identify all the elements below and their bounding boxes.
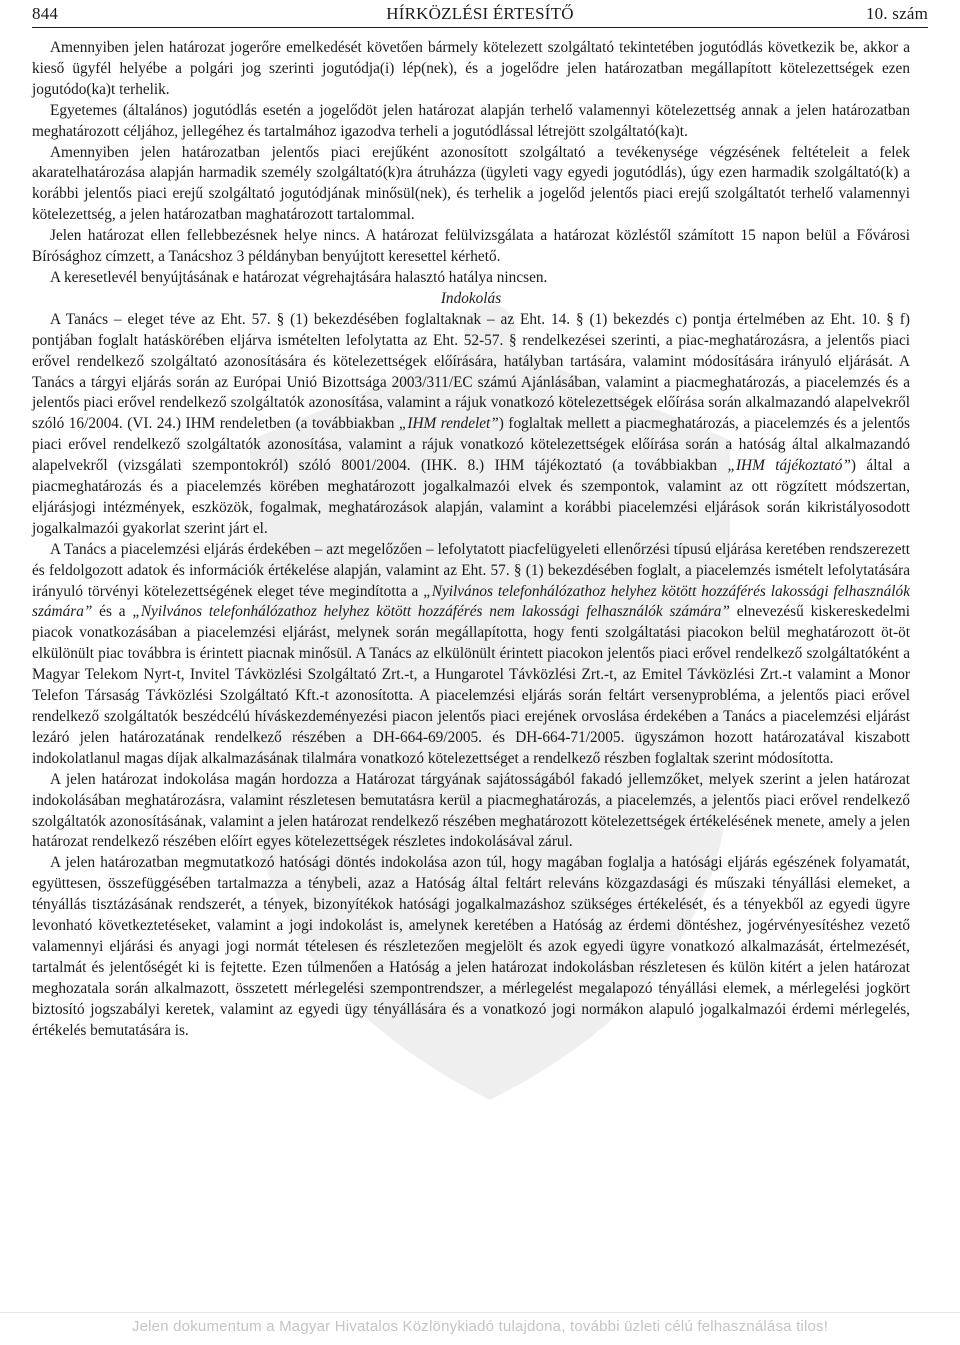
page-header: [32, 2, 928, 28]
footer-divider: [0, 1312, 960, 1313]
paragraph-decision-reasoning: A jelen határozatban megmutatkozó hatósági döntés indokolása azon túl, hogy magában foglalja a hatósági eljárás egészének folyamatát, együttesen, összefüggésében tartalmazza a ténybeli, azaz a Hatóság által feltárt releváns közgazdasági és műszaki tényállási elemeket, a tényállás tisztázásának rendszerét, a tények, bizonyítékok hatósági jogalkalmazáshoz szükséges értékelését, és a tényekből az egyedi ügyre levonható következtetéseket, valamint a jogi indokolást is, amelynek keretében a Hatóság az érdemi döntéshez, jogérvényesítéshez vezető valamennyi eljárási és anyagi jogi normát tételesen és részletezően megjelölt és azok egyedi ügyre vonatkozó alkalmazását, értelmezését, tartalmát és jelentőségét ki is fejtette. Ezen túlmenően a Hatóság a jelen határozat indokolásban részletesen és külön kitért a jelen határozat meghozatala során alkalmazott, összetett mérlegelési szempontrendszer, a mérlegelést megalapozó tényállási elemek, a mérlegelési jogkört biztosító jogszabályi keretek, valamint az egyedi ügy tényállására és a vonatkozó jogi normákon alapuló jogalkalmazói érdemi mérlegelés, értékelés bemutatására is.: [32, 854, 910, 1039]
paragraph-procedure: [32, 310, 910, 540]
copyright-notice: Jelen dokumentum a Magyar Hivatalos Közlönykiadó tulajdona, további üzleti célú felhasználása tilos!: [131, 1318, 829, 1335]
text-run: ) által a piacmeghatározás és a piacelemzés körében meghatározott jogalkalmazói elvek és szempontok, valamint az ott rögzített módszertan, eljárásjogi intézmények, eszközök, fogalmak, meghatározások alapján, valamint a korábbi piacelemzési eljárások során kikristályosodott jogalkalmazói gyakorlat szerint járt el.: [32, 457, 910, 537]
paragraph-appeal: Jelen határozat ellen fellebbezésnek helye nincs. A határozat felülvizsgálata a határozat közléstől számított 15 napon belül a Fővárosi Bírósághoz címzett, a Tanácshoz 3 példányban benyújtott keresettel kérhető.: [32, 227, 910, 266]
page-number: 844: [32, 4, 59, 23]
paragraph-reasoning-structure: A jelen határozat indokolása magán hordozza a Határozat tárgyának sajátosságából fakadó jellemzőket, melyek szerint a jelen határozat indokolásában meghatározásra, valamint részletesen bemutatásra kerül a piacmeghatározás, a piacelemzés, a jelentős piaci erővel rendelkező szolgáltatók azonosításának, valamint a jelen határozat rendelkező részében meghatározott kötelezettségek értékelésének menete, amely a jelen határozat rendelkező részében előírt egyes kötelezettségek részletes indokolásával zárul.: [32, 770, 910, 851]
paragraph-transfer: Amennyiben jelen határozatban jelentős piaci erejűként azonosított szolgáltató a tevékenysége végzésének feltételeit a felek akaratelhatározása alapján harmadik személy szolgáltató(k)ra átruházza (ügyleti vagy egyedi jogutódlás), úgy ezen harmadik szolgáltató(k) a korábbi jelentős piaci erejű szolgáltató jogutódjának minősül(nek), és terhelik a jogelőd jelentős piaci erejű szolgáltatót terhelő valamennyi kötelezettség, a jelen határozatban maghatározott tartalommal.: [32, 143, 910, 224]
paragraph-universal-succession: Egyetemes (általános) jogutódlás esetén a jogelődöt jelen határozat alapján terhelő valamennyi kötelezettség annak a jelen határozatban meghatározott céljához, jellegéhez és tartalmához igazodva terheli a jogutódlással létrejött szolgáltató(ka)t.: [32, 101, 910, 140]
journal-title: HÍRKÖZLÉSI ÉRTESÍTŐ: [386, 4, 574, 23]
emphasis-residential-market: „Nyilvános telefonhálózathoz helyhez kötött hozzáférés lakossági felhasználók számára”: [32, 582, 910, 621]
text-run: A Tanács – eleget téve az Eht. 57. § (1) bekezdésében foglaltaknak – az Eht. 14. § (1) bekezdés c) pontja értelmében az Eht. 10. § f) pontjában foglalt hatáskörében eljárva ismételten lefolytatta az Eht. 52-57. § rendelkezései szerinti, a piac-meghatározásra, a jelentős piaci erővel rendelkező szolgáltató azonosítására és kötelezettségek előírására, hatályban tartására, valamint módosítására irányuló eljárását. A Tanács a tárgyi eljárás során az Európai Unió Bizottsága 2003/311/EC számú Ajánlásában, valamint a piacmeghatározás, a piacelemzés és a jelentős piaci erővel rendelkező szolgáltatók azonosítása, valamint a rájuk vonatkozó kötelezettségek előírása során alkalmazandó alapelvekről szóló 16/2004. (VI. 24.) IHM rendeletben (a továbbiakban: [32, 310, 910, 433]
text-run: ) foglaltak mellett a piacmeghatározás, a piacelemzés és a jelentős piaci erővel rendelkező szolgáltatók azonosítása, valamint a rájuk vonatkozó kötelezettségek előírása során a hatóság által alkalmazandó alapelvekről (vizsgálati szempontokról) szóló 8001/2004. (IHK. 8.) IHM tájékoztató (a továbbiakban: [32, 415, 910, 475]
text-run: és a: [92, 603, 133, 621]
paragraph-suspensive-effect: A keresetlevél benyújtásának e határozat végrehajtására halasztó hatálya nincsen.: [50, 268, 548, 286]
emphasis-ihm-rendelet: „IHM rendelet”: [398, 415, 499, 433]
text-run: A Tanács a piacelemzési eljárás érdekében – azt megelőzően – lefolytatott piacfelügyeleti ellenőrzési típusú eljárása keretében rendszerezett és feldolgozott adatok és információk értékelése alapján, valamint az Eht. 57. § (1) bekezdésében foglalt, a piacelemzés ismételt lefolytatására irányuló törvényi kötelezettségének eleget téve megindította a: [32, 540, 910, 600]
header-rule: [32, 27, 928, 28]
emphasis-ihm-tajekoztato: „IHM tájékoztató”: [727, 457, 851, 475]
issue-number: 10. szám: [865, 4, 928, 23]
section-title: Indokolás: [440, 289, 502, 307]
paragraph-succession: Amennyiben jelen határozat jogerőre emelkedését követően bármely kötelezett szolgáltató tekintetében jogutódlás következik be, akkor a kieső ügyfél helyébe a polgári jog szerinti jogutódja(i) lép(nek), és a jogelődre jelen határozatban megállapított kötelezettségek ezen jogutódo(ka)t terhelik.: [32, 39, 910, 98]
paragraph-market-analysis: [32, 540, 910, 770]
emphasis-non-residential-market: „Nyilvános telefonhálózathoz helyhez kötött hozzáférés nem lakossági felhasználók számára”: [132, 603, 730, 621]
text-run: elnevezésű kiskereskedelmi piacok vonatkozásában a piacelemzési eljárást, melynek során megállapította, hogy fenti szolgáltatási piacokon belül meghatározott öt-öt elkülönült piac továbbra is érintett piacnak minősül. A Tanács az elkülönült érintett piacokon jelentős piaci erővel rendelkező szolgáltatóként a Magyar Telekom Nyrt-t, Invitel Távközlési Szolgáltató Zrt.-t, a Hungarotel Távközlési Zrt.-t, az Emitel Távközlési Zrt.-t valamint a Monor Telefon Társaság Távközlési Szolgáltató Kft.-t azonosította. A piacelemzési eljárás során feltárt versenyprobléma, a jelentős piaci erővel rendelkező szolgáltatók beszédcélú híváskezdeményezési piacon jelentős piaci erejének orvoslása érdekében a Tanács a piacelemzési eljárást lezáró jelen határozatának rendelkező részében a DH-664-69/2005. és DH-664-71/2005. ügyszámon hozott határozatával kiszabott indokolatlanul magas díjak alkalmazásának tilalmára vonatkozó kötelezettséget a rendelkező részben foglaltak szerint módosította.: [32, 603, 910, 767]
document-body: [32, 38, 910, 1042]
